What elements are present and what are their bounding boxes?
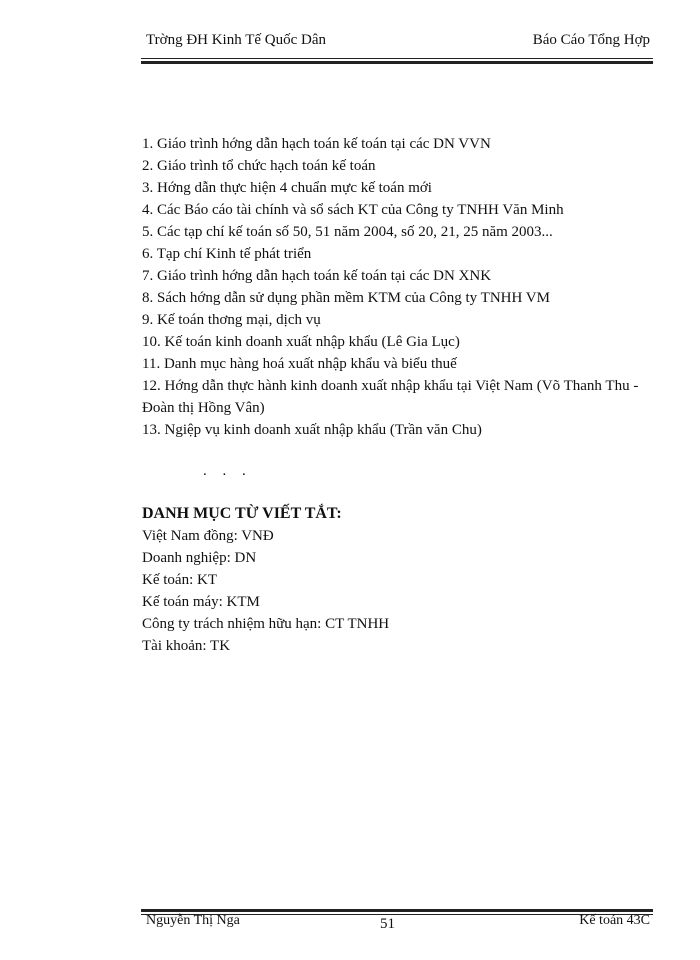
reference-item: 6. Tạp chí Kinh tế phát triển [142,246,312,262]
header-report-title: Báo Cáo Tổng Hợp [532,32,650,48]
header-rule-thick [141,61,653,64]
header-rule-thin [141,58,653,59]
abbreviations-heading: DANH MỤC TỪ VIẾT TẮT: [142,505,342,522]
footer-class: Kế toán 43C [579,913,650,928]
page-footer [146,913,650,933]
reference-item: 1. Giáo trình hớng dẫn hạch toán kế toán tại các DN VVN [142,136,491,152]
abbreviation-item: Doanh nghiệp: DN [142,550,257,566]
reference-list [142,133,654,441]
page-header [146,32,650,52]
abbreviation-item: Kế toán: KT [142,572,217,588]
page-number: 51 [380,916,395,932]
reference-item: 13. Ngiệp vụ kinh doanh xuất nhập khẩu (Trần văn Chu) [142,422,482,438]
reference-item: 12. Hớng dẫn thực hành kinh doanh xuất nhập khẩu tại Việt Nam (Võ Thanh Thu - Đoàn thị Hồng Vân) [142,378,639,416]
reference-item: 5. Các tạp chí kế toán số 50, 51 năm 2004, số 20, 21, 25 năm 2003... [142,224,553,240]
reference-item: 3. Hớng dẫn thực hiện 4 chuẩn mực kế toán mới [142,180,432,196]
reference-item: 11. Danh mục hàng hoá xuất nhập khẩu và biểu thuế [142,356,457,372]
abbreviations-list [142,525,389,657]
reference-item: 8. Sách hớng dẫn sử dụng phần mềm KTM của Công ty TNHH VM [142,290,550,306]
abbreviation-item: Kế toán máy: KTM [142,594,260,610]
reference-item: 2. Giáo trình tổ chức hạch toán kế toán [142,158,376,174]
abbreviation-item: Công ty trách nhiệm hữu hạn: CT TNHH [142,616,390,632]
abbreviation-item: Tài khoản: TK [142,638,231,654]
header-school: Trờng ĐH Kinh Tế Quốc Dân [146,32,327,48]
abbreviation-item: Việt Nam đồng: VNĐ [142,528,274,544]
ellipsis-separator: . . . [203,463,252,479]
reference-item: 9. Kế toán thơng mại, dịch vụ [142,312,321,328]
reference-item: 7. Giáo trình hớng dẫn hạch toán kế toán tại các DN XNK [142,268,492,284]
footer-rule-thick [141,909,653,912]
footer-author: Nguyễn Thị Nga [146,913,240,928]
reference-item: 4. Các Báo cáo tài chính và sổ sách KT của Công ty TNHH Văn Minh [142,202,564,218]
reference-item: 10. Kế toán kinh doanh xuất nhập khẩu (Lê Gia Lục) [142,334,460,350]
